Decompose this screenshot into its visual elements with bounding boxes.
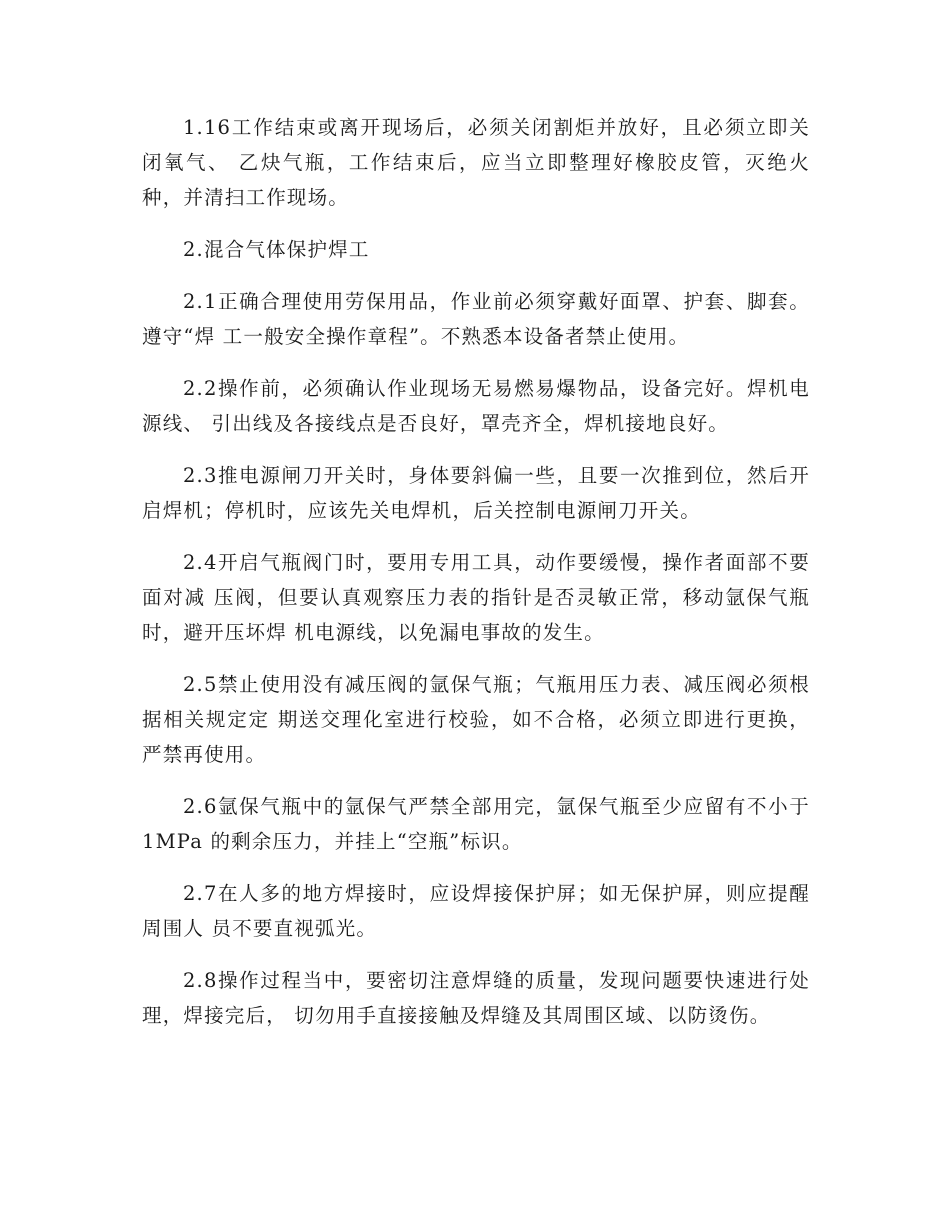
paragraph-2-5: 2.5禁止使用没有减压阀的氩保气瓶；气瓶用压力表、减压阀必须根据相关规定定 期送交理化室进行校验，如不合格，必须立即进行更换，严禁再使用。 [142,673,810,766]
section-heading-2: 2.混合气体保护焊工 [182,238,370,261]
document-body [142,110,810,1050]
paragraph-2-8: 2.8操作过程当中，要密切注意焊缝的质量，发现问题要快速进行处理，焊接完后， 切勿用手直接接触及焊缝及其周围区域、以防烫伤。 [142,969,810,1027]
paragraph-2-2: 2.2操作前，必须确认作业现场无易燃易爆物品，设备完好。焊机电源线、 引出线及各接线点是否良好，罩壳齐全，焊机接地良好。 [142,377,810,435]
paragraph-2-7: 2.7在人多的地方焊接时，应设焊接保护屏；如无保护屏，则应提醒周围人 员不要直视弧光。 [142,882,810,940]
paragraph-2-1: 2.1正确合理使用劳保用品，作业前必须穿戴好面罩、护套、脚套。遵守“焊 工一般安全操作章程”。不熟悉本设备者禁止使用。 [142,290,810,348]
paragraph-1-16: 1.16工作结束或离开现场后，必须关闭割炬并放好，且必须立即关闭氧气、 乙炔气瓶，工作结束后，应当立即整理好橡胶皮管，灭绝火种，并清扫工作现场。 [142,116,810,209]
paragraph-2-6: 2.6氩保气瓶中的氩保气严禁全部用完，氩保气瓶至少应留有不小于1MPa 的剩余压力，并挂上“空瓶”标识。 [142,795,810,853]
paragraph-2-4: 2.4开启气瓶阀门时，要用专用工具，动作要缓慢，操作者面部不要面对减 压阀，但要认真观察压力表的指针是否灵敏正常，移动氩保气瓶时，避开压坏焊 机电源线，以免漏电事故的发生。 [142,551,810,644]
paragraph-2-3: 2.3推电源闸刀开关时，身体要斜偏一些，且要一次推到位，然后开启焊机；停机时，应该先关电焊机，后关控制电源闸刀开关。 [142,464,810,522]
